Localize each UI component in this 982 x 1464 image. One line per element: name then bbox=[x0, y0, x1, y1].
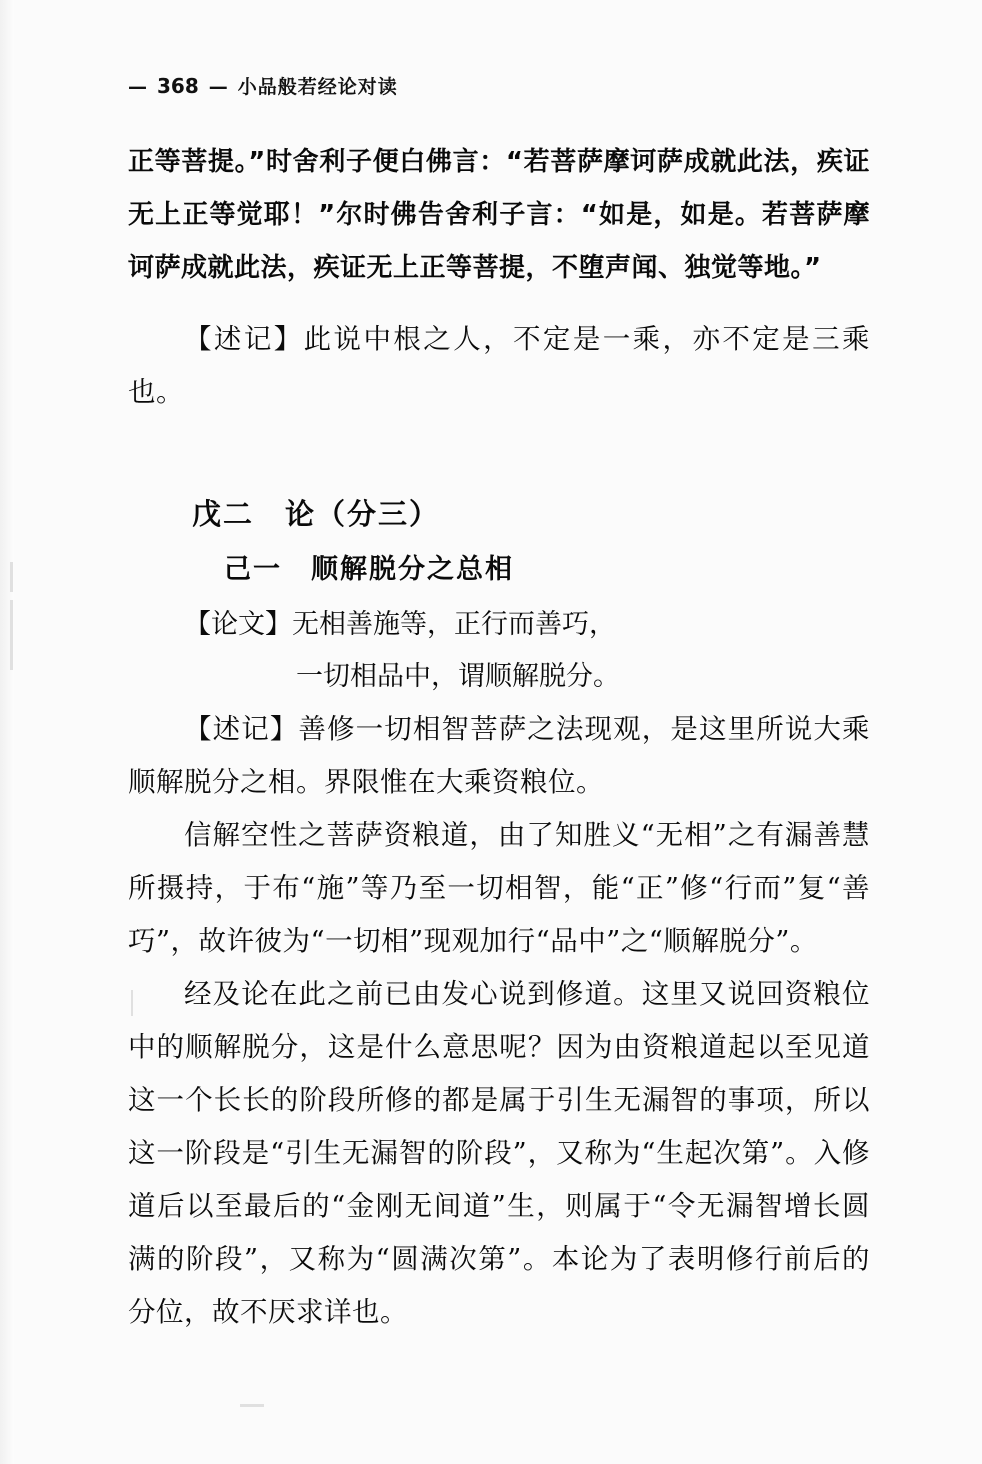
treatise-verse-line-1: 【论文】无相善施等，正行而善巧， bbox=[184, 609, 616, 640]
section-heading-jiyi: 己一 顺解脱分之总相 bbox=[224, 554, 514, 585]
page-number: 368 bbox=[157, 74, 199, 98]
sutra-quotation-block: 正等菩提。”时舍利子便白佛言：“若菩萨摩诃萨成就此法，疾证无上正等觉耶！”尔时佛告舍利子言：“如是，如是。若菩萨摩诃萨成就此法，疾证无上正等菩提，不堕声闻、独觉等地。” bbox=[128, 147, 870, 283]
spacer bbox=[128, 419, 870, 489]
body-paragraph-2: 经及论在此之前已由发心说到修道。这里又说回资粮位中的顺解脱分，这是什么意思呢？因为由资粮道起以至见道这一个长长的阶段所修的都是属于引生无漏智的事项，所以这一阶段是“引生无漏智的阶段”，又称为“生起次第”。入修道后以至最后的“金刚无间道”生，则属于“令无漏智增长圆满的阶段”，又称为“圆满次第”。本论为了表明修行前后的分位，故不厌求详也。 bbox=[128, 978, 870, 1328]
commentary-shuji-2: 【述记】善修一切相智菩萨之法现观，是这里所说大乘顺解脱分之相。界限惟在大乘资粮位。 bbox=[128, 713, 870, 798]
treatise-verse-line-2: 一切相品中，谓顺解脱分。 bbox=[296, 661, 620, 692]
spacer bbox=[128, 299, 870, 313]
scan-speck bbox=[10, 600, 13, 670]
book-title: 小品般若经论对读 bbox=[237, 76, 398, 98]
body-paragraph-1: 信解空性之菩萨资粮道，由了知胜义“无相”之有漏善慧所摄持，于布“施”等乃至一切相智，能“正”修“行而”复“善巧”，故许彼为“一切相”现观加行“品中”之“顺解脱分”。 bbox=[128, 819, 870, 957]
running-header bbox=[128, 72, 398, 99]
commentary-shuji-1: 【述记】此说中根之人，不定是一乘，亦不定是三乘也。 bbox=[128, 323, 870, 408]
scan-speck bbox=[10, 562, 13, 592]
scan-edge-artifact bbox=[0, 0, 14, 1464]
section-heading-wuer: 戊二 论（分三） bbox=[192, 497, 441, 531]
scan-speck bbox=[240, 1404, 264, 1407]
page-body bbox=[128, 136, 870, 1339]
header-dash-left: — bbox=[128, 76, 147, 98]
header-dash-right: — bbox=[208, 76, 228, 98]
